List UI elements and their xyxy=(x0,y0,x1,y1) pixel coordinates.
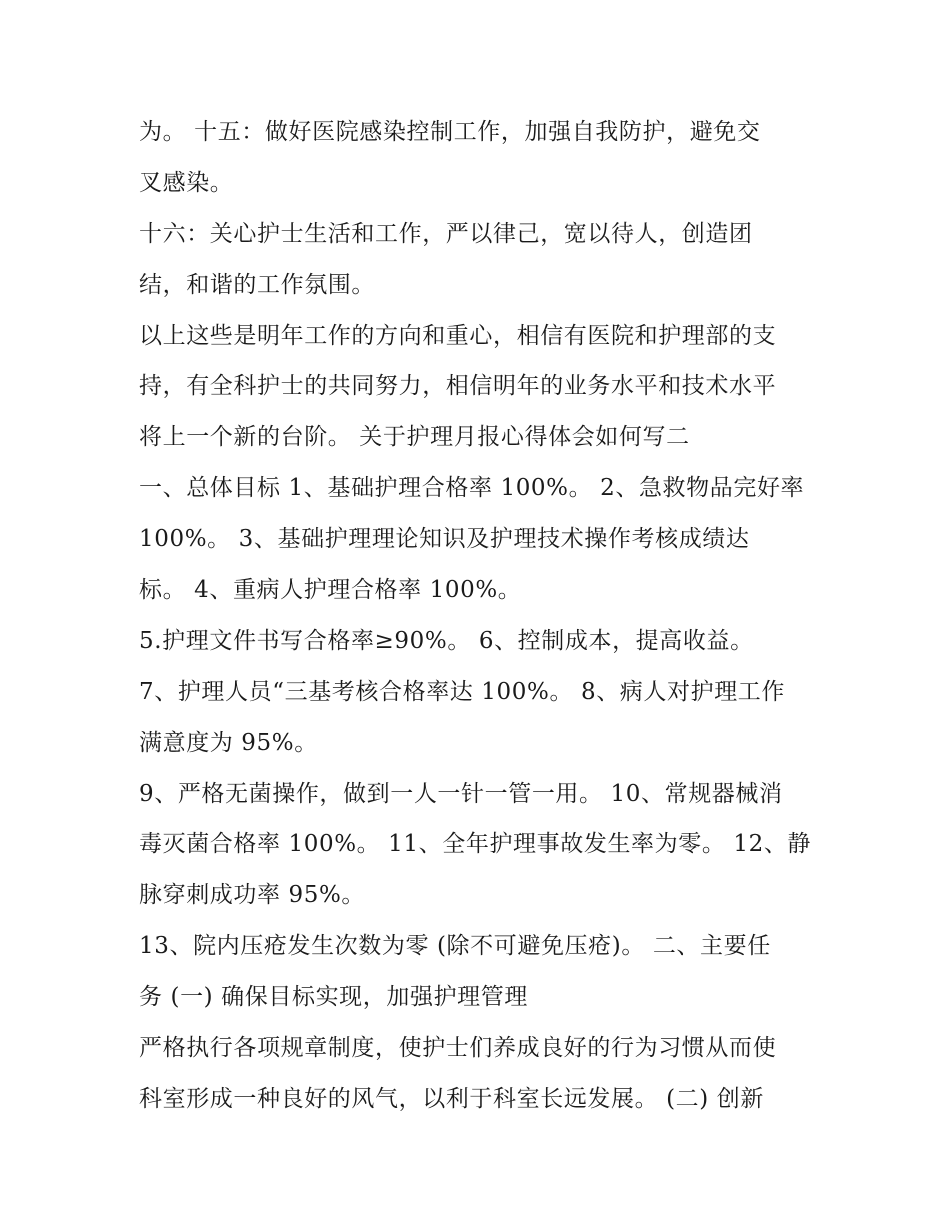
text-line: 务 (一) 确保目标实现，加强护理管理 xyxy=(139,984,528,1011)
text-line: 5.护理文件书写合格率≥90%。 6、控制成本，提高收益。 xyxy=(139,627,754,654)
text-line: 标。 4、重病人护理合格率 100%。 xyxy=(139,577,522,604)
text-line: 科室形成一种良好的风气，以利于科室长远发展。 (二) 创新 xyxy=(139,1085,764,1112)
text-line: 13、院内压疮发生次数为零 (除不可避免压疮)。 二、主要任 xyxy=(139,933,771,960)
text-line: 9、严格无菌操作，做到一人一针一管一用。 10、常规器械消 xyxy=(139,780,783,807)
text-line: 以上这些是明年工作的方向和重心，相信有医院和护理部的支 xyxy=(139,322,777,349)
text-line: 持，有全科护士的共同努力，相信明年的业务水平和技术水平 xyxy=(139,373,777,400)
text-line: 为。 十五：做好医院感染控制工作，加强自我防护，避免交 xyxy=(139,119,761,145)
text-line: 100%。 3、基础护理理论知识及护理技术操作考核成绩达 xyxy=(139,526,750,553)
text-line: 将上一个新的台阶。 关于护理月报心得体会如何写二 xyxy=(139,424,690,451)
text-line: 叉感染。 xyxy=(139,169,234,196)
text-line: 结，和谐的工作氛围。 xyxy=(139,271,375,298)
text-line: 满意度为 95%。 xyxy=(139,729,318,756)
text-line: 7、护理人员“三基考核合格率达 100%。 8、病人对护理工作 xyxy=(139,678,786,705)
text-line: 严格执行各项规章制度，使护士们养成良好的行为习惯从而使 xyxy=(139,1035,777,1062)
text-line: 毒灭菌合格率 100%。 11、全年护理事故发生率为零。 12、静 xyxy=(139,831,812,858)
text-line: 十六：关心护士生活和工作，严以律己，宽以待人，创造团 xyxy=(139,220,753,247)
text-line: 脉穿刺成功率 95%。 xyxy=(139,882,366,909)
text-line: 一、总体目标 1、基础护理合格率 100%。 2、急救物品完好率 xyxy=(139,475,805,502)
document-body xyxy=(139,107,829,1125)
